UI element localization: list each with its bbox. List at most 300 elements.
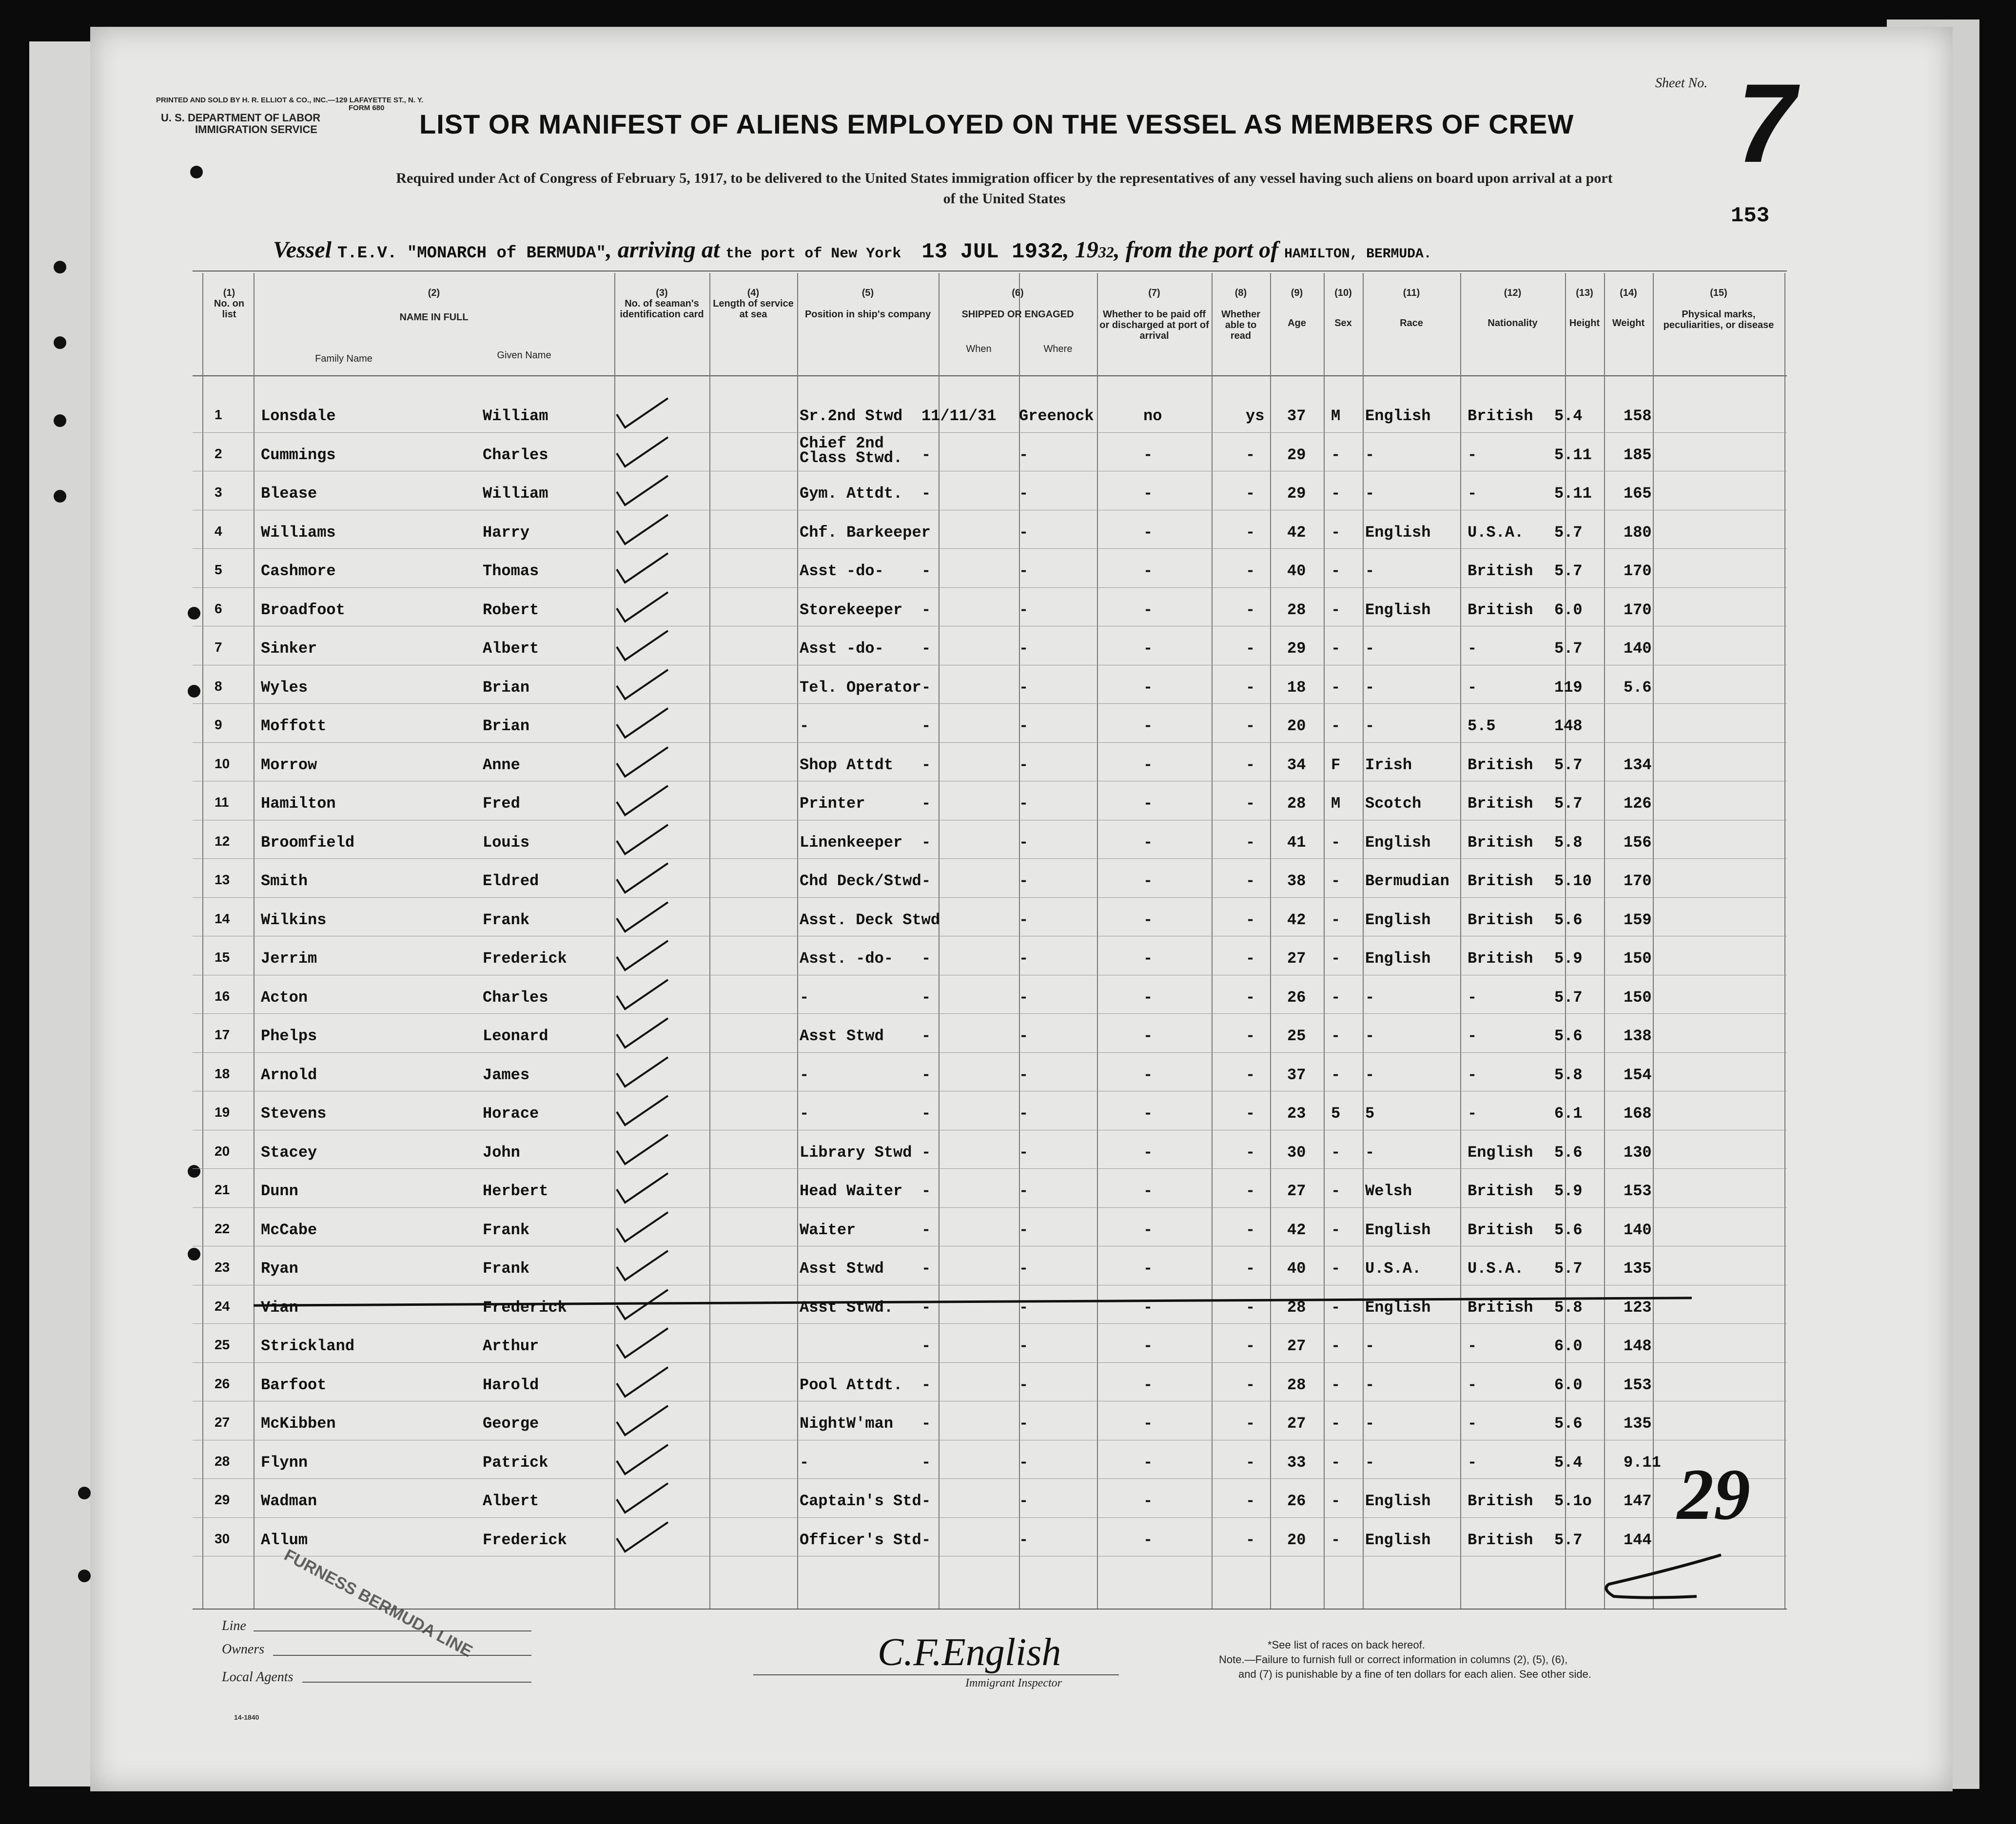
cell-read: - bbox=[1246, 1415, 1255, 1433]
cell-position: Library Stwd bbox=[800, 1143, 912, 1162]
cell-read: - bbox=[1246, 717, 1255, 735]
cell-position: Asst. Deck Stwd bbox=[800, 911, 940, 929]
cell-given: Frederick bbox=[483, 1531, 567, 1549]
cell-height: 148 bbox=[1554, 717, 1583, 735]
column-rule bbox=[709, 273, 710, 1609]
cell-paid: - bbox=[1143, 640, 1153, 658]
cell-no: 10 bbox=[215, 756, 230, 771]
cell-read: - bbox=[1246, 446, 1255, 464]
cell-when: - bbox=[921, 1376, 931, 1394]
row-rule bbox=[193, 1478, 1787, 1479]
cell-weight: 154 bbox=[1624, 1066, 1652, 1084]
cell-given: Frank bbox=[483, 1221, 530, 1239]
cell-family: Hamilton bbox=[261, 795, 336, 813]
cell-sex: - bbox=[1331, 1531, 1341, 1549]
binder-hole bbox=[54, 414, 66, 427]
cell-weight: 144 bbox=[1624, 1531, 1652, 1549]
binder-hole bbox=[78, 1487, 91, 1499]
cell-nationality: - bbox=[1468, 678, 1477, 697]
cell-weight: 150 bbox=[1624, 950, 1652, 968]
cell-when: - bbox=[921, 756, 931, 774]
column-rule bbox=[1270, 273, 1271, 1609]
check-mark-icon bbox=[614, 707, 673, 741]
cell-weight: 158 bbox=[1624, 407, 1652, 425]
cell-family: Flynn bbox=[261, 1453, 308, 1472]
cell-age: 27 bbox=[1287, 950, 1306, 968]
cell-race: English bbox=[1365, 1298, 1431, 1317]
binder-hole bbox=[54, 490, 66, 503]
cell-read: - bbox=[1246, 1531, 1255, 1549]
cell-race: English bbox=[1365, 1221, 1431, 1239]
row-rule bbox=[193, 432, 1787, 433]
cell-no: 28 bbox=[215, 1453, 230, 1469]
cell-age: 27 bbox=[1287, 1415, 1306, 1433]
cell-family: Barfoot bbox=[261, 1376, 327, 1394]
cell-when: - bbox=[921, 1453, 931, 1472]
cell-weight: 140 bbox=[1624, 1221, 1652, 1239]
cell-nationality: British bbox=[1468, 1182, 1533, 1200]
cell-weight: 140 bbox=[1624, 640, 1652, 658]
cell-height: 5.4 bbox=[1554, 1453, 1583, 1472]
cell-when: - bbox=[921, 640, 931, 658]
check-mark-icon bbox=[614, 1444, 673, 1478]
cell-family: Ryan bbox=[261, 1260, 298, 1278]
cell-weight: 147 bbox=[1624, 1492, 1652, 1510]
cell-nationality: - bbox=[1468, 1415, 1477, 1433]
cell-given: William bbox=[483, 485, 548, 503]
cell-weight: 135 bbox=[1624, 1260, 1652, 1278]
cell-when: - bbox=[921, 988, 931, 1007]
cell-family: Wyles bbox=[261, 678, 308, 697]
cell-weight: 165 bbox=[1624, 485, 1652, 503]
sheet-number-label: Sheet No. bbox=[1655, 76, 1708, 91]
col-header-position: (5) Position in ship's company bbox=[804, 288, 931, 320]
cell-read: - bbox=[1246, 1453, 1255, 1472]
cell-read: - bbox=[1246, 1337, 1255, 1355]
check-mark-icon bbox=[614, 1482, 673, 1516]
cell-position: - bbox=[800, 1066, 809, 1084]
cell-no: 25 bbox=[215, 1337, 230, 1352]
page-subtitle: Required under Act of Congress of February 5, 1917, to be delivered to the United States immigration officer by the representatives of any vessel having such aliens on board upon arrival at a port of the United States bbox=[396, 170, 1613, 207]
cell-where: - bbox=[1019, 1415, 1029, 1433]
check-mark-icon bbox=[614, 397, 673, 431]
cell-read: - bbox=[1246, 485, 1255, 503]
cell-height: 5.7 bbox=[1554, 562, 1583, 580]
cell-where: - bbox=[1019, 833, 1029, 852]
cell-height: 5.7 bbox=[1554, 795, 1583, 813]
cell-age: 34 bbox=[1287, 756, 1306, 774]
cell-where: - bbox=[1019, 446, 1029, 464]
cell-nationality: British bbox=[1468, 911, 1533, 929]
cell-age: 40 bbox=[1287, 1260, 1306, 1278]
check-mark-icon bbox=[614, 1366, 673, 1400]
cell-weight: 150 bbox=[1624, 988, 1652, 1007]
cell-when: - bbox=[921, 1298, 931, 1317]
cell-paid: - bbox=[1143, 1376, 1153, 1394]
cell-when: - bbox=[921, 1260, 931, 1278]
cell-position: Asst Stwd bbox=[800, 1027, 884, 1045]
cell-paid: - bbox=[1143, 795, 1153, 813]
cell-sex: - bbox=[1331, 1143, 1341, 1162]
cell-read: - bbox=[1246, 1376, 1255, 1394]
cell-race: Bermudian bbox=[1365, 872, 1449, 890]
cell-weight: 170 bbox=[1624, 872, 1652, 890]
cell-family: Broadfoot bbox=[261, 601, 345, 619]
check-mark-icon bbox=[614, 1017, 673, 1051]
owners-label: Owners bbox=[222, 1642, 265, 1657]
cell-where: - bbox=[1019, 485, 1029, 503]
cell-no: 4 bbox=[215, 523, 222, 539]
check-mark-icon bbox=[614, 1327, 673, 1361]
cell-race: 5 bbox=[1365, 1105, 1375, 1123]
cell-where: - bbox=[1019, 872, 1029, 890]
cell-sex: - bbox=[1331, 1066, 1341, 1084]
column-rule bbox=[1604, 273, 1605, 1609]
cell-no: 1 bbox=[215, 407, 222, 422]
cell-family: Phelps bbox=[261, 1027, 317, 1045]
col-header-sex: (10) Sex bbox=[1334, 288, 1352, 329]
cell-height: 5.6 bbox=[1554, 911, 1583, 929]
cell-family: McKibben bbox=[261, 1415, 336, 1433]
cell-race: - bbox=[1365, 562, 1375, 580]
cell-sex: - bbox=[1331, 1298, 1341, 1317]
cell-nationality: - bbox=[1468, 1453, 1477, 1472]
cell-family: Broomfield bbox=[261, 833, 355, 852]
check-mark-icon bbox=[614, 1405, 673, 1439]
cell-age: 42 bbox=[1287, 911, 1306, 929]
cell-position: Chief 2nd Class Stwd. bbox=[800, 434, 903, 467]
check-mark-icon bbox=[614, 1211, 673, 1245]
cell-height: 5.6 bbox=[1554, 1027, 1583, 1045]
check-mark-icon bbox=[614, 785, 673, 819]
cell-read: - bbox=[1246, 872, 1255, 890]
cell-when: - bbox=[921, 872, 931, 890]
cell-paid: - bbox=[1143, 1066, 1153, 1084]
cell-weight: 123 bbox=[1624, 1298, 1652, 1317]
departure-port: HAMILTON, BERMUDA. bbox=[1284, 247, 1432, 262]
check-mark-icon bbox=[614, 1289, 673, 1323]
cell-height: 5.7 bbox=[1554, 988, 1583, 1007]
column-rule bbox=[202, 273, 203, 1609]
check-mark-icon bbox=[614, 901, 673, 935]
cell-nationality: British bbox=[1468, 833, 1533, 852]
cell-where: - bbox=[1019, 1492, 1029, 1510]
cell-when: - bbox=[921, 795, 931, 813]
cell-position: - bbox=[800, 717, 809, 735]
cell-given: Horace bbox=[483, 1105, 539, 1123]
cell-family: Stevens bbox=[261, 1105, 327, 1123]
cell-paid: - bbox=[1143, 562, 1153, 580]
handwritten-total: 29 bbox=[1677, 1454, 1750, 1535]
cell-race: - bbox=[1365, 1337, 1375, 1355]
cell-nationality: - bbox=[1468, 1105, 1477, 1123]
cell-weight: 134 bbox=[1624, 756, 1652, 774]
cell-age: 28 bbox=[1287, 601, 1306, 619]
cell-age: 26 bbox=[1287, 1492, 1306, 1510]
cell-sex: - bbox=[1331, 1027, 1341, 1045]
cell-paid: no bbox=[1143, 407, 1162, 425]
check-mark-icon bbox=[614, 1056, 673, 1090]
cell-sex: - bbox=[1331, 911, 1341, 929]
cell-position: Chf. Barkeeper bbox=[800, 523, 931, 542]
cell-height: 5.7 bbox=[1554, 640, 1583, 658]
cell-nationality: English bbox=[1468, 1143, 1533, 1162]
cell-nationality: - bbox=[1468, 1066, 1477, 1084]
from-port-label: , from the port of bbox=[1114, 237, 1279, 263]
col-header-name: (2) NAME IN FULL bbox=[399, 288, 469, 323]
cell-race: English bbox=[1365, 1492, 1431, 1510]
cell-age: 28 bbox=[1287, 1298, 1306, 1317]
cell-where: - bbox=[1019, 756, 1029, 774]
cell-read: - bbox=[1246, 523, 1255, 542]
cell-family: Stacey bbox=[261, 1143, 317, 1162]
cell-no: 5 bbox=[215, 562, 222, 577]
cell-age: 26 bbox=[1287, 988, 1306, 1007]
cell-no: 27 bbox=[215, 1415, 230, 1430]
cell-no: 9 bbox=[215, 717, 222, 732]
printer-imprint: PRINTED AND SOLD BY H. R. ELLIOT & CO., INC.—129 LAFAYETTE ST., N. Y. FORM 680 bbox=[156, 96, 424, 112]
cell-race: English bbox=[1365, 911, 1431, 929]
cell-sex: - bbox=[1331, 1492, 1341, 1510]
cell-no: 29 bbox=[215, 1492, 230, 1507]
row-rule bbox=[193, 742, 1787, 743]
cell-height: 6.1 bbox=[1554, 1105, 1583, 1123]
cell-where: - bbox=[1019, 950, 1029, 968]
check-mark-icon bbox=[614, 669, 673, 703]
cell-height: 5.7 bbox=[1554, 1260, 1583, 1278]
cell-no: 30 bbox=[215, 1531, 230, 1546]
cell-where: - bbox=[1019, 1337, 1029, 1355]
cell-nationality: British bbox=[1468, 1221, 1533, 1239]
cell-given: Brian bbox=[483, 678, 530, 697]
cell-race: - bbox=[1365, 485, 1375, 503]
cell-read: - bbox=[1246, 640, 1255, 658]
cell-nationality: British bbox=[1468, 950, 1533, 968]
cell-given: Harold bbox=[483, 1376, 539, 1394]
binder-hole bbox=[188, 685, 200, 698]
cell-no: 7 bbox=[215, 640, 222, 655]
signature-rule bbox=[753, 1674, 1119, 1675]
cell-where: - bbox=[1019, 523, 1029, 542]
local-agents-label: Local Agents bbox=[222, 1669, 294, 1685]
row-rule bbox=[193, 1362, 1787, 1363]
cell-height: 5.9 bbox=[1554, 950, 1583, 968]
cell-given: Patrick bbox=[483, 1453, 548, 1472]
cell-given: Frederick bbox=[483, 1298, 567, 1317]
cell-race: - bbox=[1365, 1143, 1375, 1162]
cell-where: - bbox=[1019, 1260, 1029, 1278]
cell-where: - bbox=[1019, 911, 1029, 929]
cell-weight: 126 bbox=[1624, 795, 1652, 813]
cell-family: Morrow bbox=[261, 756, 317, 774]
cell-no: 16 bbox=[215, 988, 230, 1004]
row-rule bbox=[193, 897, 1787, 898]
cell-no: 13 bbox=[215, 872, 230, 887]
cell-nationality: British bbox=[1468, 756, 1533, 774]
cell-family: Moffott bbox=[261, 717, 327, 735]
cell-height: 5.4 bbox=[1554, 407, 1583, 425]
sheet-number: 7 bbox=[1724, 60, 1809, 186]
cell-paid: - bbox=[1143, 833, 1153, 852]
cell-paid: - bbox=[1143, 1298, 1153, 1317]
cell-read: - bbox=[1246, 833, 1255, 852]
cell-nationality: U.S.A. bbox=[1468, 1260, 1524, 1278]
cell-height: 5.7 bbox=[1554, 756, 1583, 774]
cell-position: Tel. Operator bbox=[800, 678, 921, 697]
cell-read: - bbox=[1246, 1105, 1255, 1123]
cell-family: Blease bbox=[261, 485, 317, 503]
cell-when: 11/11/31 bbox=[921, 407, 997, 425]
check-mark-icon bbox=[614, 630, 673, 664]
column-rule bbox=[1097, 273, 1098, 1609]
cell-family: Vian bbox=[261, 1298, 298, 1317]
cell-given: Albert bbox=[483, 1492, 539, 1510]
cell-nationality: - bbox=[1468, 988, 1477, 1007]
cell-position: Officer's Std bbox=[800, 1531, 921, 1549]
cell-nationality: British bbox=[1468, 1531, 1533, 1549]
cell-sex: - bbox=[1331, 717, 1341, 735]
cell-where: - bbox=[1019, 562, 1029, 580]
cell-read: - bbox=[1246, 1298, 1255, 1317]
cell-read: - bbox=[1246, 678, 1255, 697]
cell-position: Asst Stwd bbox=[800, 1260, 884, 1278]
cell-weight: 148 bbox=[1624, 1337, 1652, 1355]
cell-paid: - bbox=[1143, 872, 1153, 890]
inspector-label: Immigrant Inspector bbox=[965, 1677, 1062, 1689]
check-mark-icon bbox=[614, 824, 673, 858]
cell-paid: - bbox=[1143, 1182, 1153, 1200]
cell-position: Shop Attdt bbox=[800, 756, 894, 774]
cell-age: 25 bbox=[1287, 1027, 1306, 1045]
line-label: Line bbox=[222, 1618, 246, 1633]
cell-no: 24 bbox=[215, 1298, 230, 1314]
row-rule bbox=[193, 1013, 1787, 1014]
cell-given: Eldred bbox=[483, 872, 539, 890]
cell-given: John bbox=[483, 1143, 520, 1162]
cell-where: - bbox=[1019, 1531, 1029, 1549]
cell-no: 14 bbox=[215, 911, 230, 926]
service-label: IMMIGRATION SERVICE bbox=[195, 123, 317, 136]
arrival-port: the port of New York bbox=[725, 246, 901, 262]
cell-sex: F bbox=[1331, 756, 1341, 774]
cell-paid: - bbox=[1143, 1492, 1153, 1510]
cell-where: - bbox=[1019, 1066, 1029, 1084]
vessel-name: T.E.V. "MONARCH of BERMUDA" bbox=[337, 244, 606, 263]
cell-race: English bbox=[1365, 1531, 1431, 1549]
cell-when: - bbox=[921, 1337, 931, 1355]
cell-when: - bbox=[921, 833, 931, 852]
form-code: 14-1840 bbox=[234, 1713, 259, 1721]
cell-race: English bbox=[1365, 407, 1431, 425]
cell-race: - bbox=[1365, 1453, 1375, 1472]
cell-race: - bbox=[1365, 1376, 1375, 1394]
cell-given: Albert bbox=[483, 640, 539, 658]
cell-nationality: British bbox=[1468, 407, 1533, 425]
cell-nationality: - bbox=[1468, 446, 1477, 464]
check-mark-icon bbox=[614, 591, 673, 625]
cell-age: 33 bbox=[1287, 1453, 1306, 1472]
cell-family: Acton bbox=[261, 988, 308, 1007]
cell-family: Lonsdale bbox=[261, 407, 336, 425]
cell-height: 6.0 bbox=[1554, 1376, 1583, 1394]
year-label: , 19 bbox=[1063, 237, 1098, 263]
cell-race: U.S.A. bbox=[1365, 1260, 1422, 1278]
cell-where: - bbox=[1019, 1453, 1029, 1472]
binder-hole bbox=[78, 1570, 91, 1582]
cell-position: Chd Deck/Stwd bbox=[800, 872, 921, 890]
cell-when: - bbox=[921, 1182, 931, 1200]
cell-read: - bbox=[1246, 756, 1255, 774]
cell-sex: - bbox=[1331, 640, 1341, 658]
vessel-line bbox=[273, 236, 1432, 264]
cell-given: Frank bbox=[483, 1260, 530, 1278]
year-value: 32 bbox=[1098, 243, 1114, 261]
cell-paid: - bbox=[1143, 1337, 1153, 1355]
cell-position: Printer bbox=[800, 795, 865, 813]
row-rule bbox=[193, 858, 1787, 859]
cell-given: Louis bbox=[483, 833, 530, 852]
cell-position: Asst Stwd. bbox=[800, 1298, 894, 1317]
cell-where: - bbox=[1019, 640, 1029, 658]
binder-hole bbox=[54, 261, 66, 273]
cell-age: 37 bbox=[1287, 407, 1306, 425]
inspector-signature: C.F.English bbox=[878, 1631, 1061, 1674]
cell-sex: - bbox=[1331, 872, 1341, 890]
cell-position: Waiter bbox=[800, 1221, 856, 1239]
cell-weight: 168 bbox=[1624, 1105, 1652, 1123]
cell-when: - bbox=[921, 1027, 931, 1045]
check-mark-icon bbox=[614, 862, 673, 896]
cell-paid: - bbox=[1143, 756, 1153, 774]
cell-age: 27 bbox=[1287, 1337, 1306, 1355]
column-rule bbox=[1324, 273, 1325, 1609]
cell-weight: 170 bbox=[1624, 601, 1652, 619]
col-header-idcard: (3) No. of seaman's identification card bbox=[620, 288, 704, 320]
cell-no: 20 bbox=[215, 1143, 230, 1159]
cell-weight: 159 bbox=[1624, 911, 1652, 929]
col-header-shipped: (6) SHIPPED OR ENGAGED bbox=[961, 288, 1074, 320]
cell-position: - bbox=[800, 1453, 809, 1472]
cell-family: Williams bbox=[261, 523, 336, 542]
cell-paid: - bbox=[1143, 446, 1153, 464]
cell-family: Arnold bbox=[261, 1066, 317, 1084]
cell-paid: - bbox=[1143, 1221, 1153, 1239]
cell-given: George bbox=[483, 1415, 539, 1433]
cell-nationality: - bbox=[1468, 485, 1477, 503]
cell-paid: - bbox=[1143, 1415, 1153, 1433]
cell-weight: 185 bbox=[1624, 446, 1652, 464]
arriving-label: , arriving at bbox=[606, 237, 720, 263]
cell-when: - bbox=[921, 678, 931, 697]
cell-position: Linenkeeper bbox=[800, 833, 903, 852]
row-rule bbox=[193, 1168, 1787, 1169]
cell-age: 42 bbox=[1287, 1221, 1306, 1239]
cell-nationality: British bbox=[1468, 795, 1533, 813]
cell-race: English bbox=[1365, 523, 1431, 542]
cell-sex: - bbox=[1331, 1260, 1341, 1278]
binder-hole bbox=[188, 1165, 200, 1178]
cell-read: - bbox=[1246, 950, 1255, 968]
cell-paid: - bbox=[1143, 1105, 1153, 1123]
row-rule bbox=[193, 548, 1787, 549]
col-header-given: Given Name bbox=[497, 350, 551, 361]
cell-sex: - bbox=[1331, 833, 1341, 852]
cell-age: 20 bbox=[1287, 717, 1306, 735]
cell-nationality: British bbox=[1468, 872, 1533, 890]
cell-paid: - bbox=[1143, 1453, 1153, 1472]
cell-family: Dunn bbox=[261, 1182, 298, 1200]
check-mark-icon bbox=[614, 940, 673, 974]
